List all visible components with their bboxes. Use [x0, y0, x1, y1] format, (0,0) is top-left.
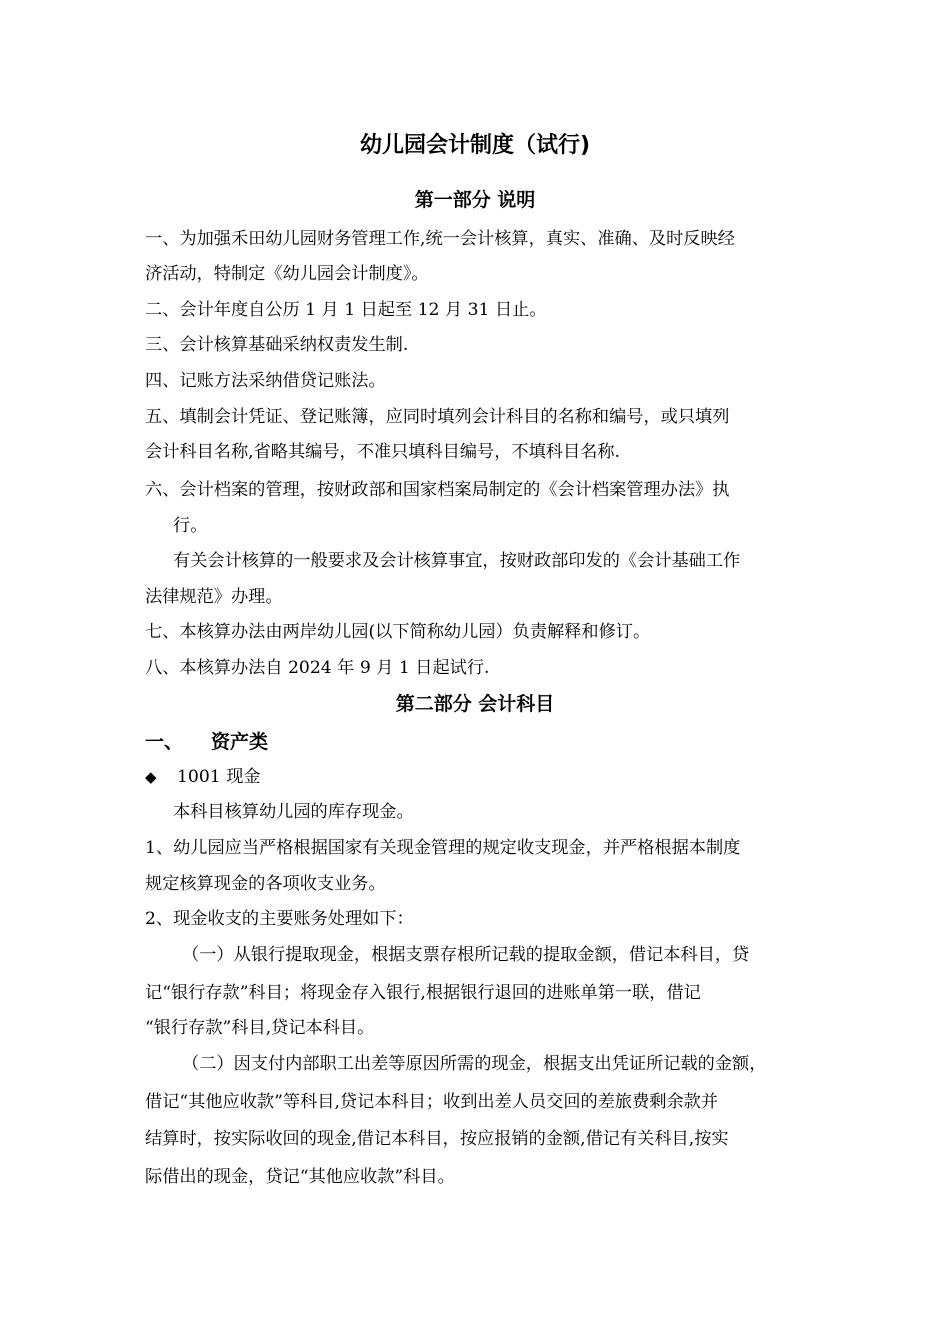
- account-label: 1001 现金: [177, 767, 261, 787]
- paragraph-line: 记“银行存款”科目；将现金存入银行,根据银行退回的进账单第一联，借记: [145, 983, 701, 1003]
- paragraph-line: 借记“其他应收款”等科目,贷记本科目；收到出差人员交回的差旅费剩余款并: [145, 1092, 719, 1112]
- paragraph-line: 二、会计年度自公历 1 月 1 日起至 12 月 31 日止。: [145, 300, 547, 320]
- paragraph-line: 有关会计核算的一般要求及会计核算事宜，按财政部印发的《会计基础工作: [173, 551, 741, 571]
- paragraph-line: 规定核算现金的各项收支业务。: [145, 874, 386, 894]
- paragraph-line: （一）从银行提取现金，根据支票存根所记载的提取金额，借记本科目，贷: [182, 945, 750, 965]
- paragraph-line: 际借出的现金，贷记“其他应收款”科目。: [145, 1167, 455, 1187]
- paragraph-line: 六、会计档案的管理，按财政部和国家档案局制定的《会计档案管理办法》执: [145, 480, 730, 500]
- section-number: 一、: [145, 731, 184, 753]
- paragraph-line: 2、现金收支的主要账务处理如下：: [145, 909, 414, 929]
- paragraph-line: 八、本核算办法自 2024 年 9 月 1 日起试行.: [145, 658, 490, 678]
- paragraph-line: 一、为加强禾田幼儿园财务管理工作,统一会计核算，真实、准确、及时反映经: [145, 229, 735, 249]
- diamond-bullet-icon: ◆: [145, 768, 157, 786]
- paragraph-line: 行。: [173, 516, 208, 536]
- paragraph-line: 五、填制会计凭证、登记账簿，应同时填列会计科目的名称和编号，或只填列: [145, 407, 730, 427]
- section-title: 资产类: [211, 731, 269, 753]
- document-title: 幼儿园会计制度（试行): [359, 133, 591, 158]
- paragraph-line: 七、本核算办法由两岸幼儿园(以下简称幼儿园）负责解释和修订。: [145, 622, 651, 642]
- paragraph-line: 四、记账方法采纳借贷记账法。: [145, 371, 386, 391]
- paragraph-line: 济活动，特制定《幼儿园会计制度》。: [145, 264, 429, 284]
- paragraph-line: 会计科目名称,省略其编号，不准只填科目编号，不填科目名称.: [145, 442, 620, 462]
- paragraph-line: “银行存款”科目,贷记本科目。: [145, 1018, 375, 1038]
- part2-heading: 第二部分 会计科目: [395, 693, 555, 715]
- paragraph-line: 法律规范》办理。: [145, 587, 283, 607]
- account-item: [145, 765, 815, 789]
- section-heading: [145, 730, 815, 754]
- paragraph-line: 本科目核算幼儿园的库存现金。: [173, 802, 414, 822]
- part1-heading: 第一部分 说明: [414, 189, 536, 211]
- paragraph-line: 1、幼儿园应当严格根据国家有关现金管理的规定收支现金，并严格根据本制度: [145, 838, 741, 858]
- paragraph-line: 三、会计核算基础采纳权责发生制.: [145, 335, 409, 355]
- paragraph-line: （二）因支付内部职工出差等原因所需的现金，根据支出凭证所记载的金额，: [182, 1054, 767, 1074]
- paragraph-line: 结算时，按实际收回的现金,借记本科目，按应报销的金额,借记有关科目,按实: [145, 1129, 729, 1149]
